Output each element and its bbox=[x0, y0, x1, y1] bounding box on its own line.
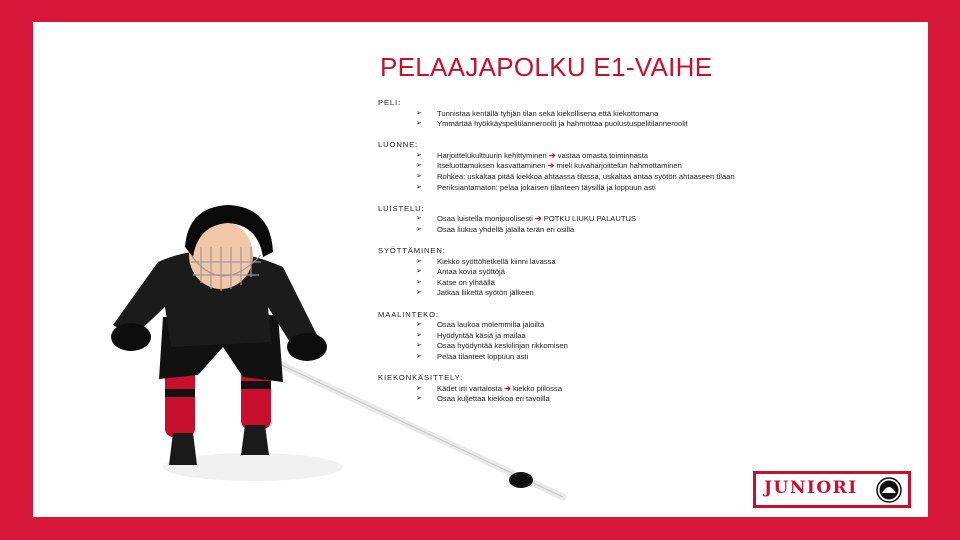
content-section bbox=[378, 204, 898, 236]
list-item bbox=[378, 257, 898, 268]
list-item bbox=[378, 183, 898, 194]
content-section bbox=[378, 373, 898, 405]
logo-wordmark: JUNIORI bbox=[764, 478, 858, 498]
bullet-arrow-icon: ➢ bbox=[416, 352, 422, 360]
bullet-arrow-icon: ➢ bbox=[416, 183, 422, 191]
puck-icon bbox=[509, 472, 533, 488]
section-heading: SYÖTTÄMINEN: bbox=[378, 246, 446, 256]
logo-emblem-icon bbox=[876, 477, 902, 503]
right-sock-stripe bbox=[241, 381, 271, 389]
list-item bbox=[378, 172, 898, 183]
content-section bbox=[378, 246, 898, 299]
bullet-arrow-icon: ➢ bbox=[416, 162, 422, 170]
content-list bbox=[378, 98, 898, 415]
list-item-text: Jatkaa liikettä syötön jälkeen bbox=[437, 288, 534, 298]
content-section bbox=[378, 310, 898, 363]
list-item-text: Hyödyntää käsiä ja mailaa bbox=[437, 330, 526, 340]
bullet-arrow-icon: ➢ bbox=[416, 151, 422, 159]
list-item-text: Osaa hyödyntää keskilinjan rikkomisen bbox=[437, 341, 568, 351]
bullet-arrow-icon: ➢ bbox=[416, 342, 422, 350]
bullet-arrow-icon: ➢ bbox=[416, 384, 422, 392]
bullet-arrow-icon: ➢ bbox=[416, 225, 422, 233]
list-item-text: mieli kuvaharjoittelun hahmottaminen bbox=[556, 161, 682, 171]
right-arrow-icon: ➔ bbox=[548, 150, 556, 160]
section-heading: MAALINTEKO: bbox=[378, 309, 439, 319]
section-heading: PELI: bbox=[378, 98, 402, 107]
section-heading: LUISTELU: bbox=[378, 203, 425, 213]
list-item-text: Harjoittelukulttuurin kehittyminen bbox=[437, 150, 547, 160]
left-skate bbox=[169, 433, 197, 465]
list-item-text: Pelaa tilanteet loppuun asti bbox=[437, 351, 529, 361]
bullet-arrow-icon: ➢ bbox=[416, 289, 422, 297]
list-item-text: Ymmärtää hyökkäyspelitilanneroolit ja hahmottaa puolustuspelitilanneroolit bbox=[437, 119, 688, 129]
list-item bbox=[378, 288, 898, 299]
bullet-arrow-icon: ➢ bbox=[416, 120, 422, 128]
bullet-arrow-icon: ➢ bbox=[416, 173, 422, 181]
list-item-text: Periksiantamaton: pelaa jokaisen tilanteen täysillä ja loppuun asti bbox=[437, 182, 656, 192]
content-section bbox=[378, 140, 898, 193]
list-item-text: Osaa liukua yhdellä jalalla terän eri osilla bbox=[437, 224, 575, 234]
list-item bbox=[378, 341, 898, 352]
list-item-text: Kiekko syöttöhetkellä kiinni lavassa bbox=[437, 256, 556, 266]
list-item-text: kiekko piilossa bbox=[512, 383, 562, 393]
list-item-text: vastaa omasta toiminnasta bbox=[557, 150, 649, 160]
section-heading: LUONNE: bbox=[378, 140, 419, 150]
list-item-text: Rohkea: uskaltaa pitää kiekkoa ahtaassa tilassa, uskaltaa antaa syötön ahtaaseen tilaan bbox=[437, 172, 735, 182]
bullet-arrow-icon: ➢ bbox=[416, 395, 422, 403]
list-item-text: POTKU LIUKU PALAUTUS bbox=[543, 214, 637, 224]
list-item bbox=[378, 278, 898, 289]
juniori-logo bbox=[753, 471, 911, 508]
list-item bbox=[378, 151, 898, 162]
list-item bbox=[378, 352, 898, 363]
list-item-text: Tunnistaa kentällä tyhjän tilan sekä kiekollisena että kiekottomana bbox=[437, 108, 659, 118]
list-item-text: Kädet irti vartalosta bbox=[437, 383, 502, 393]
left-glove bbox=[111, 323, 151, 351]
list-item bbox=[378, 320, 898, 331]
left-sock-stripe bbox=[165, 389, 195, 397]
list-item bbox=[378, 267, 898, 278]
right-arrow-icon: ➔ bbox=[534, 214, 542, 224]
slide-canvas bbox=[33, 22, 928, 517]
bullet-arrow-icon: ➢ bbox=[416, 268, 422, 276]
list-item bbox=[378, 161, 898, 172]
list-item bbox=[378, 394, 898, 405]
right-glove bbox=[287, 333, 327, 361]
bullet-arrow-icon: ➢ bbox=[416, 215, 422, 223]
content-section bbox=[378, 98, 898, 130]
list-item bbox=[378, 331, 898, 342]
list-item-text: Osaa laukoa molemmilta jaloilta bbox=[437, 320, 545, 330]
list-item bbox=[378, 109, 898, 120]
bullet-arrow-icon: ➢ bbox=[416, 278, 422, 286]
list-item bbox=[378, 384, 898, 395]
list-item-text: Itseluottamuksen kasvattaminen bbox=[437, 161, 546, 171]
list-item bbox=[378, 214, 898, 225]
right-arrow-icon: ➔ bbox=[504, 383, 511, 393]
list-item-text: Katse on ylhäällä bbox=[437, 277, 495, 287]
list-item bbox=[378, 119, 898, 130]
bullet-arrow-icon: ➢ bbox=[416, 331, 422, 339]
bullet-arrow-icon: ➢ bbox=[416, 109, 422, 117]
list-item-text: Osaa kuljettaa kiekkoa eri tavoilla bbox=[437, 394, 550, 404]
bullet-arrow-icon: ➢ bbox=[416, 257, 422, 265]
list-item-text: Antaa kovia syöttöjä bbox=[437, 267, 505, 277]
bullet-arrow-icon: ➢ bbox=[416, 321, 422, 329]
list-item bbox=[378, 225, 898, 236]
right-skate bbox=[241, 425, 269, 455]
section-heading: KIEKONKÄSITTELY: bbox=[378, 372, 464, 382]
list-item-text: Osaa luistella monipuolisesti bbox=[437, 214, 533, 224]
page-title: PELAAJAPOLKU E1-VAIHE bbox=[380, 52, 713, 82]
right-arrow-icon: ➔ bbox=[547, 161, 555, 171]
